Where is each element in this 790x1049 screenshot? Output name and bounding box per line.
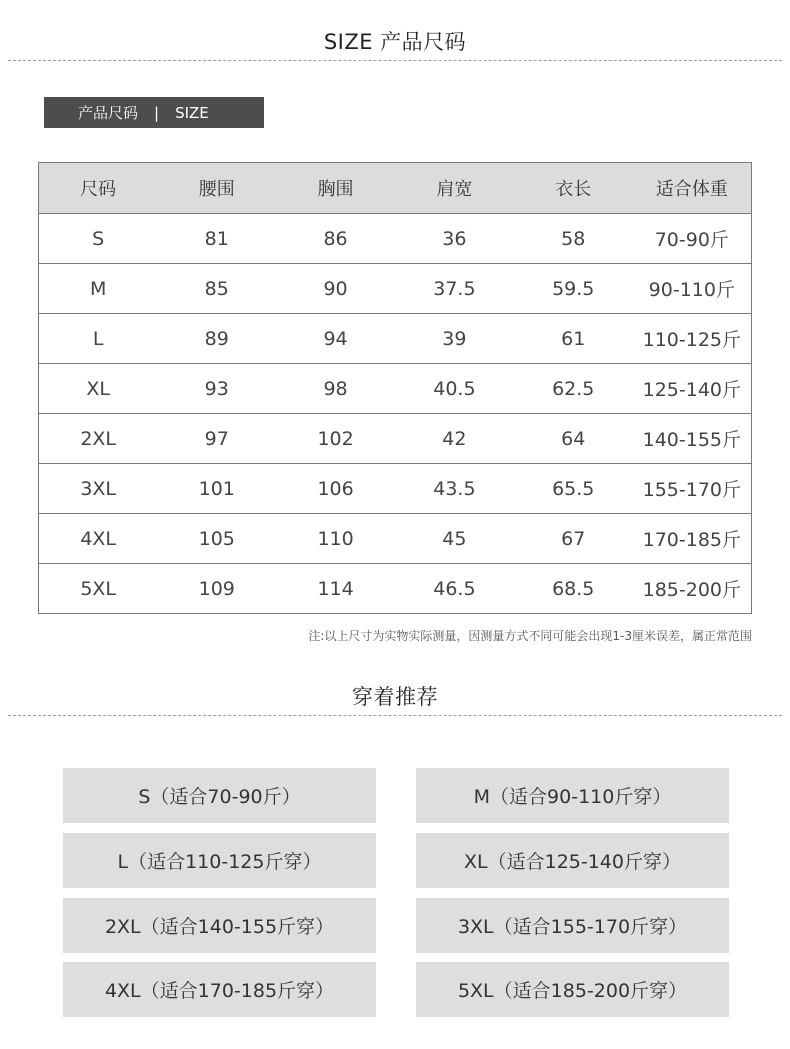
recommend-item-2xl: 2XL（适合140-155斤穿） [63, 898, 376, 953]
header-cell: 适合体重 [633, 163, 752, 214]
table-row [39, 264, 752, 314]
table-row [39, 214, 752, 264]
table-header-row [39, 163, 752, 214]
size-tag [44, 97, 264, 128]
table-cell: 90 [276, 264, 395, 314]
header-cell: 衣长 [514, 163, 633, 214]
recommend-item-5xl: 5XL（适合185-200斤穿） [416, 962, 729, 1017]
header-cell: 肩宽 [395, 163, 514, 214]
size-tag-en: SIZE [175, 103, 209, 122]
table-row [39, 514, 752, 564]
table-cell: 46.5 [433, 577, 476, 600]
table-cell: 36 [395, 214, 514, 264]
table-cell: 5XL [80, 577, 117, 600]
table-cell: S [39, 214, 158, 264]
size-tag-separator: | [154, 103, 160, 122]
table-cell: 65.5 [514, 464, 633, 514]
table-cell: 86 [276, 214, 395, 264]
table-cell: 125-140斤 [633, 364, 752, 414]
table-row [39, 364, 752, 414]
table-cell: 81 [157, 214, 276, 264]
measurement-note: 注:以上尺寸为实物实际测量，因测量方式不同可能会出现1-3厘米误差，属正常范围 [308, 629, 752, 643]
recommend-item-l: L（适合110-125斤穿） [63, 833, 376, 888]
table-cell: 98 [276, 364, 395, 414]
table-cell: 62.5 [514, 364, 633, 414]
table-row [39, 314, 752, 364]
recommend-item-xl: XL（适合125-140斤穿） [416, 833, 729, 888]
table-cell: 70-90斤 [633, 214, 752, 264]
table-cell: 39 [395, 314, 514, 364]
table-cell: 110-125斤 [633, 314, 752, 364]
table-row [39, 564, 752, 614]
table-cell: XL [39, 364, 158, 414]
table-cell: L [39, 314, 158, 364]
table-cell: 85 [157, 264, 276, 314]
header-cell: 腰围 [157, 163, 276, 214]
table-cell: 58 [514, 214, 633, 264]
table-cell: 59.5 [514, 264, 633, 314]
table-cell: 94 [276, 314, 395, 364]
table-cell: 109 [198, 577, 235, 600]
table-cell: 43.5 [395, 464, 514, 514]
table-cell: 93 [157, 364, 276, 414]
table-cell: 37.5 [395, 264, 514, 314]
recommend-item-3xl: 3XL（适合155-170斤穿） [416, 898, 729, 953]
table-cell: 110 [276, 514, 395, 564]
header-cell: 尺码 [39, 163, 158, 214]
table-cell: 101 [157, 464, 276, 514]
divider [8, 60, 782, 61]
table-cell: 185-200斤 [642, 579, 742, 601]
divider [8, 715, 782, 716]
size-table [38, 162, 752, 614]
table-cell: 105 [157, 514, 276, 564]
table-cell: 90-110斤 [633, 264, 752, 314]
table-cell: 64 [514, 414, 633, 464]
recommend-item-s: S（适合70-90斤） [63, 768, 376, 823]
table-cell: 170-185斤 [633, 514, 752, 564]
table-cell: 2XL [39, 414, 158, 464]
table-cell: 114 [317, 577, 354, 600]
table-cell: 67 [514, 514, 633, 564]
table-cell: 3XL [39, 464, 158, 514]
table-cell: 68.5 [552, 577, 595, 600]
header-cell: 胸围 [276, 163, 395, 214]
size-tag-cn: 产品尺码 [78, 104, 139, 122]
table-cell: M [39, 264, 158, 314]
table-cell: 89 [157, 314, 276, 364]
table-row [39, 414, 752, 464]
table-cell: 42 [395, 414, 514, 464]
table-cell: 106 [276, 464, 395, 514]
table-cell: 40.5 [395, 364, 514, 414]
table-cell: 140-155斤 [633, 414, 752, 464]
table-cell: 4XL [39, 514, 158, 564]
table-cell: 61 [514, 314, 633, 364]
table-row [39, 464, 752, 514]
recommend-item-4xl: 4XL（适合170-185斤穿） [63, 962, 376, 1017]
table-cell: 102 [276, 414, 395, 464]
size-section-title: SIZE 产品尺码 [323, 30, 467, 54]
table-cell: 45 [395, 514, 514, 564]
table-cell: 97 [157, 414, 276, 464]
recommend-section-title: 穿着推荐 [352, 685, 438, 709]
recommend-item-m: M（适合90-110斤穿） [416, 768, 729, 823]
table-cell: 155-170斤 [633, 464, 752, 514]
